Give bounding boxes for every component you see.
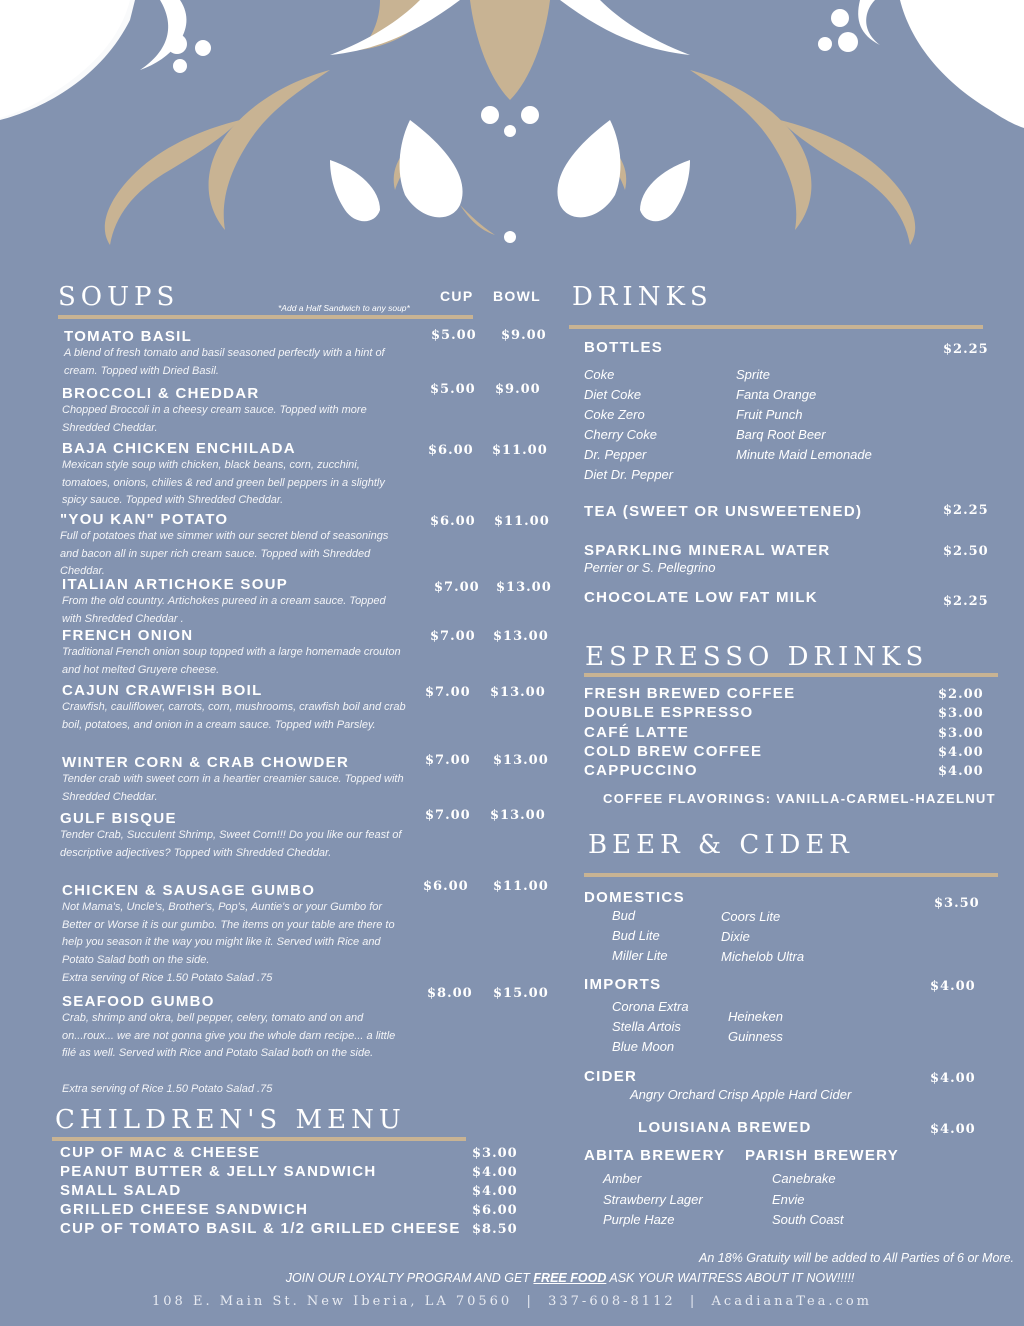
soup-bowl-price: $13.00 [493,753,549,768]
bottle-item: Coke [584,367,615,382]
espresso-title: ESPRESSO DRINKS [585,642,929,672]
soup-name: "YOU KAN" POTATO [60,511,229,528]
espresso-item-name: CAPPUCCINO [584,762,698,780]
soup-description: Full of potatoes that we simmer with our secret blend of seasonings and bacon all in super rich cream sauce. Topped with Shredded Cheddar. [60,530,389,577]
espresso-item-name: CAFÉ LATTE [584,723,690,741]
abita-beer: Strawberry Lager [603,1191,703,1207]
bottle-item: Coke Zero [584,407,645,422]
domestics-price: $3.50 [934,896,980,911]
espresso-item-name: COLD BREW COFFEE [584,742,763,760]
soup-name: FRENCH ONION [62,627,194,644]
soups-divider [58,315,473,319]
soup-description: Traditional French onion soup topped with a large homemade crouton and hot melted Gruyere cheese. [62,646,401,676]
domestic-beer: Bud Lite [612,928,660,943]
soup-name: GULF BISQUE [60,810,177,827]
bottles-col2 [736,365,872,465]
sparkling-price: $2.50 [943,544,989,559]
parish-list [772,1169,844,1231]
espresso-item-price: $3.00 [938,706,984,722]
bottle-item: Cherry Coke [584,427,657,442]
import-beer: Blue Moon [612,1039,675,1054]
soup-description: Not Mama's, Uncle's, Brother's, Pop's, Auntie's or your Gumbo for Better or Worse it is our gumbo. The items on your table are there to help you season it the way you might like it. Served with Rice and Potato Salad both on the side. [62,901,395,966]
soups-bowl-header: BOWL [493,288,541,304]
domestic-beer: Dixie [721,929,750,944]
bottles-price: $2.25 [943,342,989,357]
parish-beer: Envie [772,1191,805,1207]
soup-cup-price: $7.00 [425,753,471,768]
espresso-divider [584,673,998,677]
soup-description: A blend of fresh tomato and basil seasoned perfectly with a hint of cream. Topped with Dried Basil. [64,347,385,377]
children-item-price: $4.00 [472,1165,518,1180]
loyalty-line [0,1271,1024,1285]
soup-cup-price: $7.00 [425,808,471,823]
loyalty-text-post: ASK YOUR WAITRESS ABOUT IT NOW!!!!! [606,1271,855,1285]
soup-cup-price: $6.00 [423,879,469,894]
free-food-link[interactable]: FREE FOOD [533,1271,607,1285]
parish-beer: South Coast [772,1212,844,1227]
children-item-name: PEANUT BUTTER & JELLY SANDWICH [60,1163,377,1180]
contact-line: 108 E. Main St. New Iberia, LA 70560 | 337-608-8112 | AcadianaTea.com [152,1294,872,1309]
soup-name: SEAFOOD GUMBO [62,993,215,1010]
bottle-item: Barq Root Beer [736,427,826,442]
parish-beer: Canebrake [772,1171,836,1186]
import-beer: Corona Extra [612,999,689,1014]
imports-col1 [612,997,689,1057]
children-item-price: $8.50 [472,1222,518,1237]
soup-extras: Extra serving of Rice 1.50 Potato Salad .75 [62,1083,273,1095]
tea-label: TEA (SWEET OR UNSWEETENED) [584,503,863,520]
imports-price: $4.00 [930,979,976,994]
header-ornament [0,0,1024,260]
loyalty-text-pre: JOIN OUR LOYALTY PROGRAM AND GET [285,1271,534,1285]
soup-bowl-price: $11.00 [492,443,548,458]
imports-col2 [728,1007,783,1047]
soups-note: *Add a Half Sandwich to any soup* [278,303,410,313]
soup-cup-price: $7.00 [434,580,480,595]
drinks-divider [569,325,983,329]
soup-cup-price: $8.00 [427,986,473,1001]
children-item-price: $3.00 [472,1146,518,1161]
children-item-price: $6.00 [472,1203,518,1218]
beer-divider [584,873,998,877]
domestic-beer: Coors Lite [721,909,781,924]
soup-description: Crab, shrimp and okra, bell pepper, celery, tomato and on and on...roux... we are not gonna give you the whole darn recipe... a little filé as well. Served with Rice and Potato Salad both on the side. [62,1012,396,1059]
domestics-col1 [612,906,668,966]
soup-bowl-price: $11.00 [494,514,550,529]
abita-beer: Amber [603,1171,642,1186]
bottle-item: Diet Coke [584,387,642,402]
milk-price: $2.25 [943,594,989,609]
bottle-item: Fanta Orange [736,387,817,402]
soup-bowl-price: $9.00 [501,328,547,343]
soup-cup-price: $7.00 [430,629,476,644]
imports-label: IMPORTS [584,976,662,993]
beer-title: BEER & CIDER [588,830,854,860]
import-beer: Stella Artois [612,1019,681,1034]
abita-list [603,1169,703,1231]
soup-description: Tender crab with sweet corn in a heartier creamier sauce. Topped with Shredded Cheddar. [62,773,404,803]
children-item-name: CUP OF MAC & CHEESE [60,1144,261,1161]
milk-label: CHOCOLATE LOW FAT MILK [584,589,818,606]
soup-description: Mexican style soup with chicken, black beans, corn, zucchini, tomatoes, onions, chilies & red and green bell peppers in a slightly spicy sauce. Topped with Shredded Cheddar. [62,459,385,506]
cider-desc: Angry Orchard Crisp Apple Hard Cider [630,1087,852,1102]
soup-description: Crawfish, cauliflower, carrots, corn, mushrooms, crawfish boil and crab boil, potatoes, and onion in a cream sauce. Topped with Parsley. [62,701,406,731]
bottle-item: Diet Dr. Pepper [584,467,674,482]
soup-description: From the old country. Artichokes pureed in a cream sauce. Topped with Shredded Cheddar . [62,595,386,625]
soup-bowl-price: $15.00 [493,986,549,1001]
sparkling-desc: Perrier or S. Pellegrino [584,560,716,575]
parish-label: PARISH BREWERY [745,1147,900,1164]
espresso-item-price: $3.00 [938,725,984,741]
soup-cup-price: $6.00 [430,514,476,529]
soup-description: Tender Crab, Succulent Shrimp, Sweet Corn!!! Do you like our feast of descriptive adjectives? Topped with Shredded Cheddar. [60,829,402,859]
drinks-title: DRINKS [572,282,713,312]
cider-label: CIDER [584,1068,638,1085]
children-item-name: SMALL SALAD [60,1182,182,1199]
bottles-label: BOTTLES [584,339,664,356]
domestic-beer: Michelob Ultra [721,949,805,964]
gratuity-note: An 18% Gratuity will be added to All Parties of 6 or More. [699,1251,1014,1265]
coffee-flavorings: COFFEE FLAVORINGS: VANILLA-CARMEL-HAZELNUT [603,791,996,806]
soup-bowl-price: $11.00 [493,879,549,894]
soups-cup-header: CUP [440,288,474,304]
domestics-label: DOMESTICS [584,889,685,906]
soups-title: SOUPS [58,282,180,312]
soup-cup-price: $7.00 [425,685,471,700]
espresso-item-price: $4.00 [938,764,984,780]
soup-bowl-price: $13.00 [493,629,549,644]
espresso-item-price: $4.00 [938,744,984,760]
soup-extras: Extra serving of Rice 1.50 Potato Salad .75 [62,972,273,984]
espresso-item-name: FRESH BREWED COFFEE [584,685,796,702]
domestic-beer: Miller Lite [612,948,668,963]
children-item-name: CUP OF TOMATO BASIL & 1/2 GRILLED CHEESE [60,1220,461,1237]
bottle-item: Sprite [736,367,770,382]
soup-cup-price: $5.00 [431,328,477,343]
domestics-col2 [721,907,804,967]
louisiana-price: $4.00 [930,1122,976,1137]
children-item-name: GRILLED CHEESE SANDWICH [60,1201,309,1218]
soup-name: BAJA CHICKEN ENCHILADA [62,440,296,457]
cider-price: $4.00 [930,1071,976,1086]
bottle-item: Minute Maid Lemonade [736,447,872,462]
children-item-price: $4.00 [472,1184,518,1199]
bottle-item: Dr. Pepper [584,447,647,462]
soup-bowl-price: $13.00 [490,808,546,823]
soup-name: ITALIAN ARTICHOKE SOUP [62,576,289,593]
soup-name: CAJUN CRAWFISH BOIL [62,682,263,699]
tea-price: $2.25 [943,503,989,518]
soup-name: WINTER CORN & CRAB CHOWDER [62,754,350,771]
soup-name: TOMATO BASIL [64,328,193,345]
espresso-item-price: $2.00 [938,687,984,702]
soup-cup-price: $6.00 [428,443,474,458]
children-divider [52,1137,466,1141]
bottle-item: Fruit Punch [736,407,803,422]
soup-name: BROCCOLI & CHEDDAR [62,385,260,402]
soup-bowl-price: $13.00 [490,685,546,700]
louisiana-label: LOUISIANA BREWED [638,1119,812,1136]
abita-beer: Purple Haze [603,1212,675,1227]
espresso-item-name: DOUBLE ESPRESSO [584,704,754,722]
soup-bowl-price: $9.00 [495,382,541,397]
bottles-col1 [584,365,673,485]
import-beer: Heineken [728,1009,783,1024]
sparkling-label: SPARKLING MINERAL WATER [584,542,831,559]
soup-bowl-price: $13.00 [496,580,552,595]
soup-description: Chopped Broccoli in a cheesy cream sauce. Topped with more Shredded Cheddar. [62,404,367,434]
import-beer: Guinness [728,1029,783,1044]
soup-name: CHICKEN & SAUSAGE GUMBO [62,882,316,899]
abita-label: ABITA BREWERY [584,1147,726,1164]
domestic-beer: Bud [612,908,636,923]
soup-cup-price: $5.00 [430,382,476,397]
children-title: CHILDREN'S MENU [55,1105,406,1135]
